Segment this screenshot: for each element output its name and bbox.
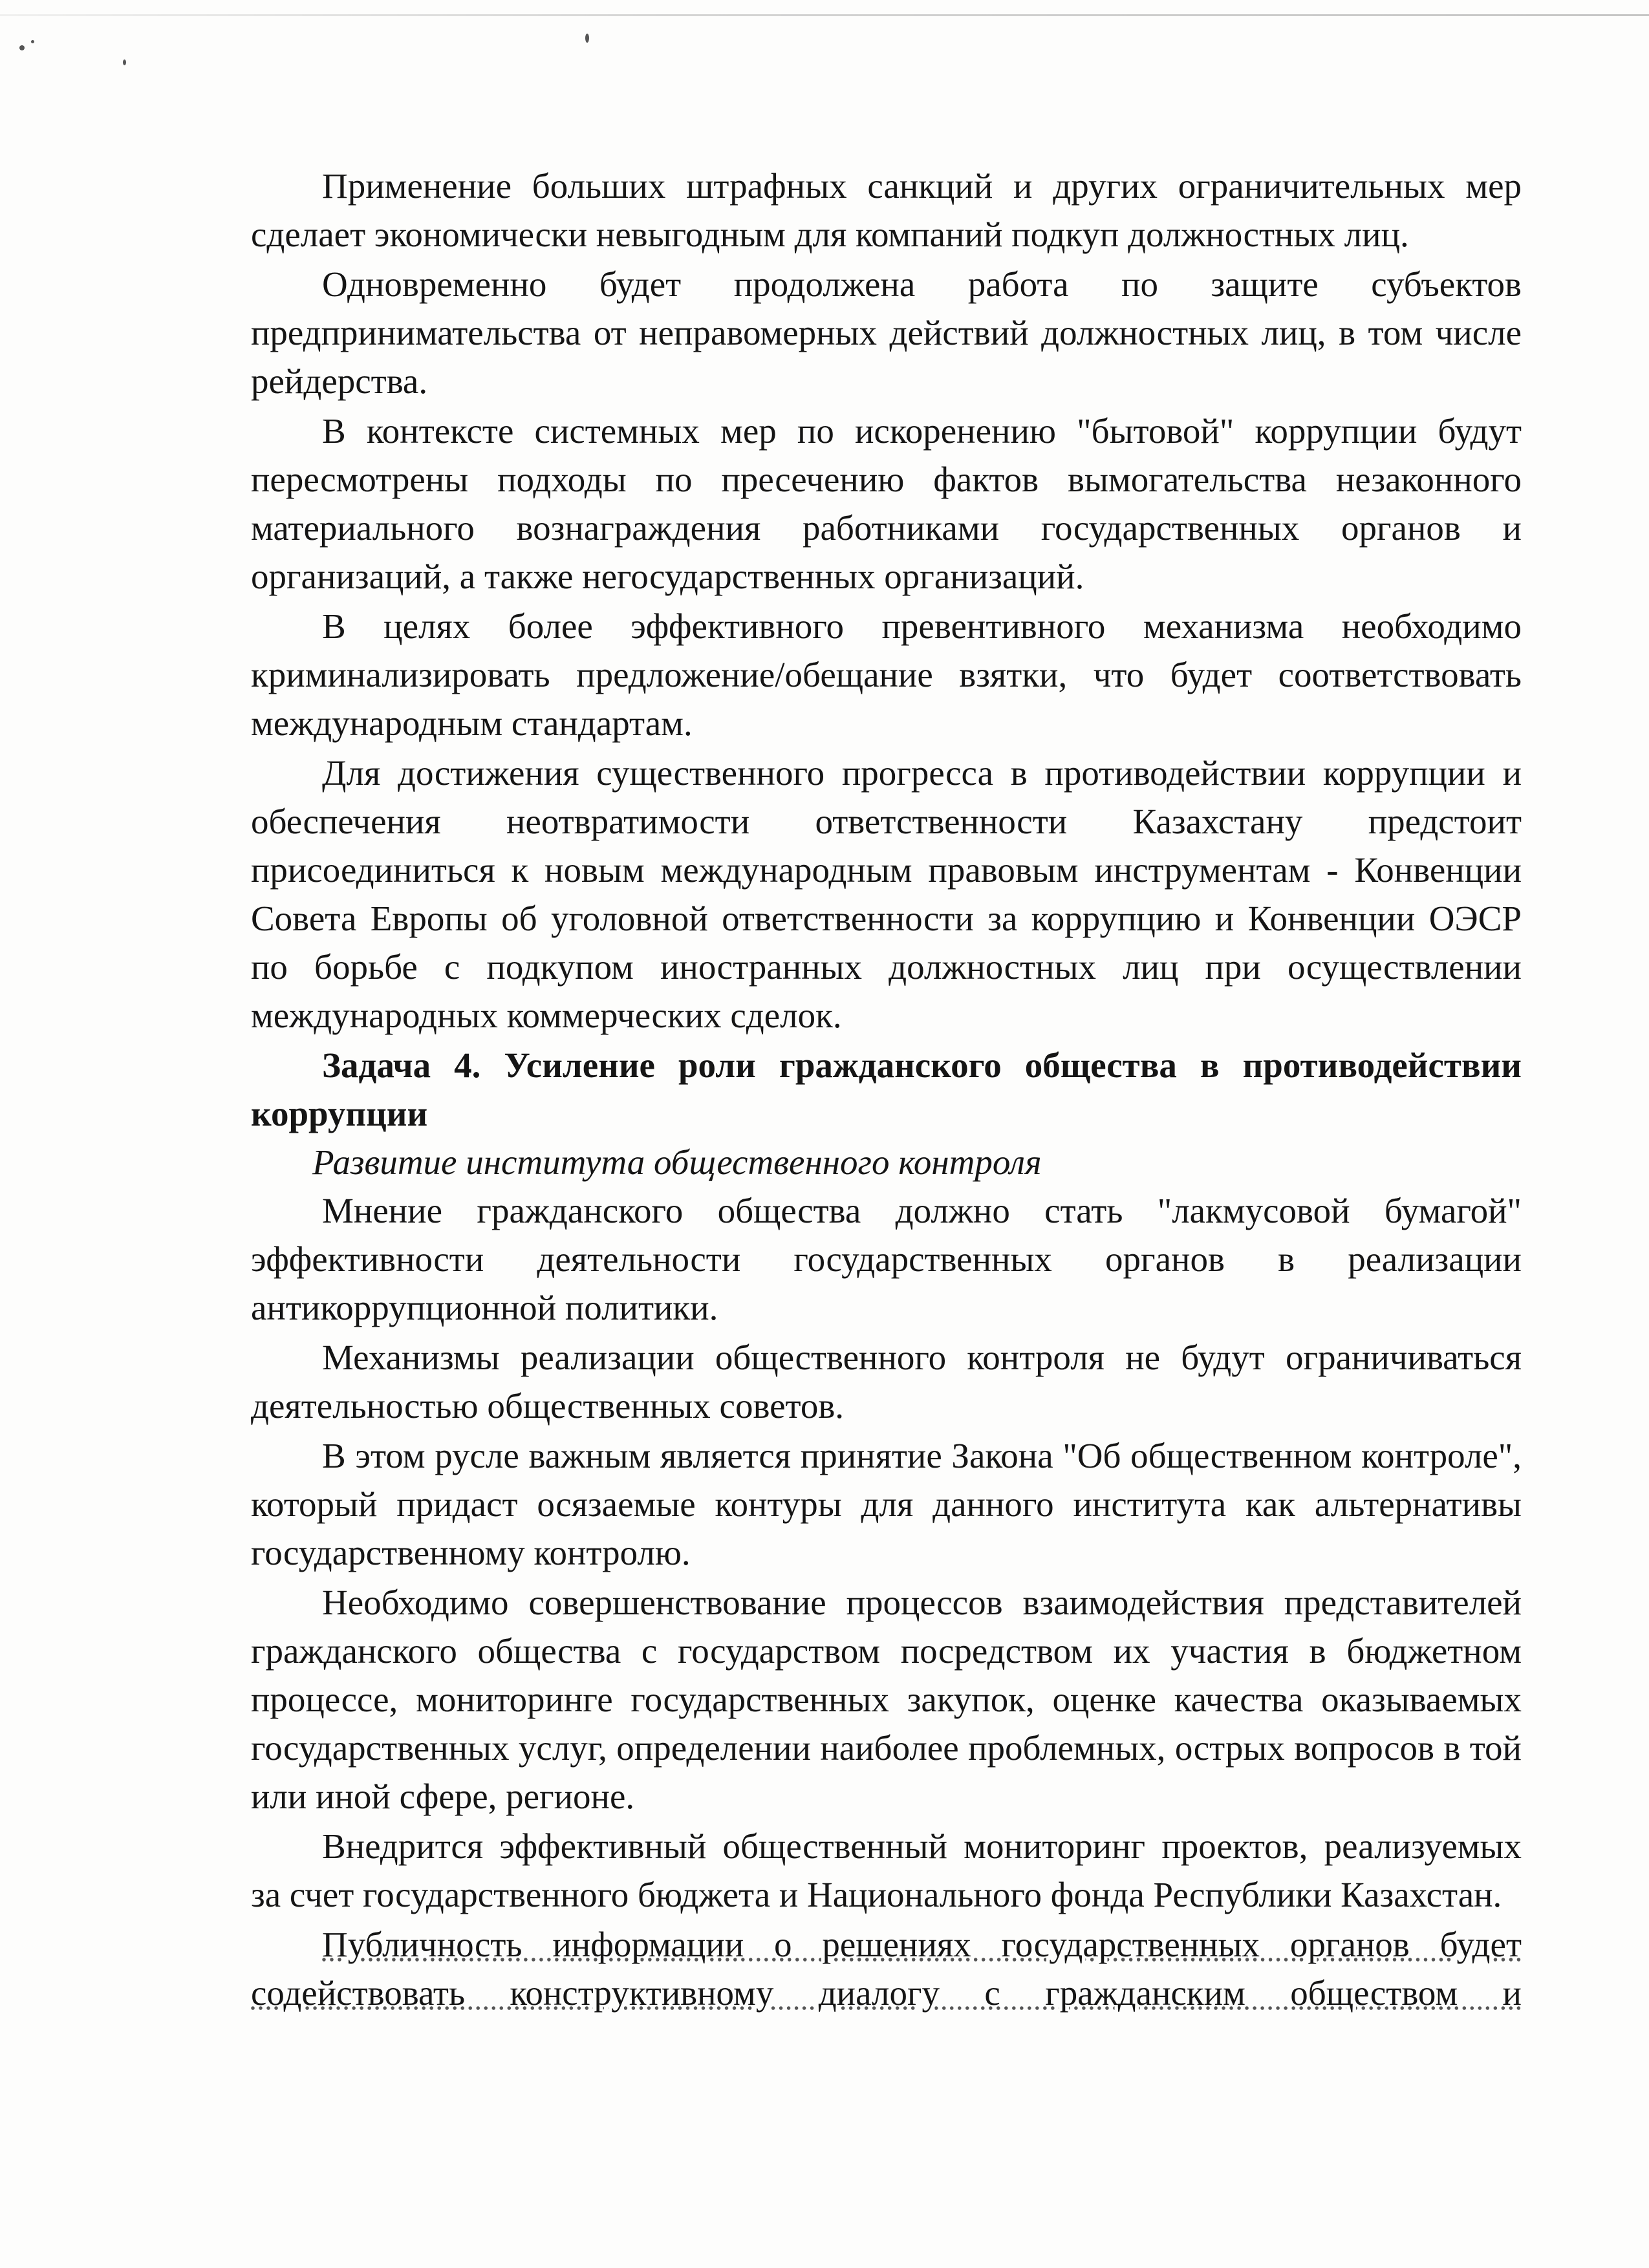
- scan-speck: [31, 40, 34, 43]
- scan-speck: [123, 59, 126, 65]
- paragraph: В целях более эффективного превентивного механизма необходимо криминализировать предложение/обещание взятки, что будет соответствовать международным стандартам.: [251, 606, 1522, 743]
- paragraph: Внедрится эффективный общественный мониторинг проектов, реализуемых за счет государственного бюджета и Национального фонда Республики Казахстан.: [251, 1826, 1522, 1914]
- paragraph: В этом русле важным является принятие Закона "Об общественном контроле", который придаст осязаемые контуры для данного института как альтернативы государственному контролю.: [251, 1436, 1522, 1572]
- paragraph: Мнение гражданского общества должно стать "лакмусовой бумагой" эффективности деятельности государственных органов в реализации антикоррупционной политики.: [251, 1191, 1522, 1327]
- paragraph: Одновременно будет продолжена работа по защите субъектов предпринимательства от неправомерных действий должностных лиц, в том числе рейдерства.: [251, 264, 1522, 401]
- scan-top-edge: [0, 14, 1649, 16]
- section-subheading: Развитие института общественного контроля: [312, 1142, 1042, 1182]
- paragraph: Механизмы реализации общественного контроля не будут ограничиваться деятельностью общественных советов.: [251, 1338, 1522, 1426]
- document-body: [251, 162, 1522, 2018]
- scan-speck: [19, 45, 25, 50]
- section-heading: Задача 4. Усиление роли гражданского общества в противодействии коррупции: [251, 1045, 1522, 1133]
- paragraph: Применение больших штрафных санкций и других ограничительных мер сделает экономически невыгодным для компаний подкуп должностных лиц.: [251, 166, 1522, 254]
- paragraph: Для достижения существенного прогресса в противодействии коррупции и обеспечения неотвратимости ответственности Казахстану предстоит присоединиться к новым международным правовым инструментам - Конвенции Совета Европы об уголовной ответственности за коррупцию и Конвенции ОЭСР по борьбе с подкупом иностранных должностных лиц при осуществлении международных коммерческих сделок.: [251, 753, 1522, 1035]
- paragraph: Необходимо совершенствование процессов взаимодействия представителей гражданского общества с государством посредством их участия в бюджетном процессе, мониторинге государственных закупок, оценке качества оказываемых государственных услуг, определении наиболее проблемных, острых вопросов в той или иной сфере, регионе.: [251, 1583, 1522, 1816]
- paragraph-continued: Публичность информации о решениях государственных органов будет содействовать конструктивному диалогу с гражданским обществом и: [251, 1925, 1522, 2013]
- scan-speck: [585, 34, 589, 43]
- paragraph: В контексте системных мер по искоренению "бытовой" коррупции будут пересмотрены подходы по пресечению фактов вымогательства незаконного материального вознаграждения работниками государственных органов и организаций, а также негосударственных организаций.: [251, 411, 1522, 596]
